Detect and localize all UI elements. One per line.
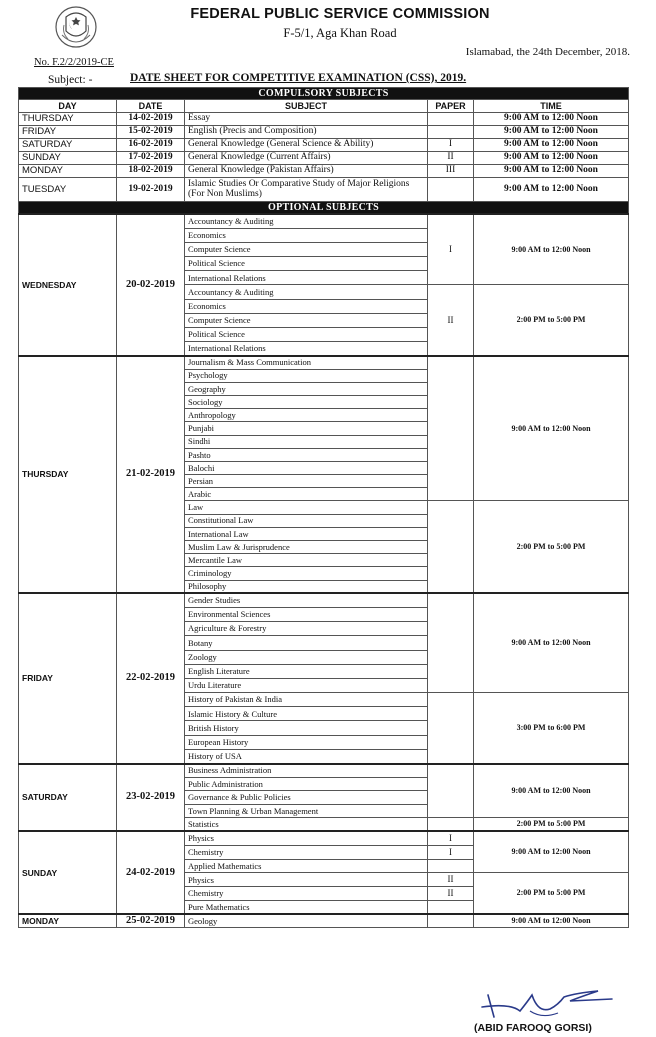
subject-cell: Applied Mathematics	[185, 859, 428, 873]
subject-cell: Sociology	[185, 395, 428, 408]
paper-cell: II	[428, 285, 474, 356]
subject-cell: General Knowledge (General Science & Ability)	[185, 139, 428, 152]
subject-cell: Psychology	[185, 369, 428, 382]
date-cell: 14-02-2019	[117, 113, 185, 126]
paper-cell: I	[428, 831, 474, 845]
subject-cell: Environmental Sciences	[185, 607, 428, 621]
time-cell: 3:00 PM to 6:00 PM	[474, 693, 629, 764]
day-cell: WEDNESDAY	[19, 214, 117, 356]
paper-cell	[428, 900, 474, 914]
subject-cell: Economics	[185, 299, 428, 313]
time-cell: 2:00 PM to 5:00 PM	[474, 818, 629, 832]
optional-row	[19, 914, 629, 927]
subject-cell: Business Administration	[185, 764, 428, 778]
subject-cell: Pashto	[185, 448, 428, 461]
subject-cell: Islamic Studies Or Comparative Study of Major Religions (For Non Muslims)	[185, 178, 428, 202]
time-cell: 9:00 AM to 12:00 Noon	[474, 356, 629, 501]
paper-cell	[428, 113, 474, 126]
time-cell: 9:00 AM to 12:00 Noon	[474, 152, 629, 165]
subject-cell: Punjabi	[185, 422, 428, 435]
paper-cell	[428, 764, 474, 818]
subject-cell: European History	[185, 735, 428, 749]
header-subject: SUBJECT	[185, 100, 428, 113]
date-cell: 24-02-2019	[117, 831, 185, 914]
subject-cell: Law	[185, 501, 428, 514]
subject-cell: Computer Science	[185, 313, 428, 327]
optional-row	[19, 356, 629, 369]
header-time: TIME	[474, 100, 629, 113]
paper-cell	[428, 178, 474, 202]
day-cell: FRIDAY	[19, 126, 117, 139]
subject-cell: Geology	[185, 914, 428, 927]
day-cell: SUNDAY	[19, 152, 117, 165]
subject-cell: British History	[185, 721, 428, 735]
time-cell: 9:00 AM to 12:00 Noon	[474, 165, 629, 178]
subject-text: DATE SHEET FOR COMPETITIVE EXAMINATION (CSS), 2019.	[130, 72, 467, 84]
subject-cell: Urdu Literature	[185, 678, 428, 692]
time-cell: 9:00 AM to 12:00 Noon	[474, 593, 629, 692]
compulsory-section-header	[19, 88, 629, 100]
optional-row	[19, 831, 629, 845]
reference-number: No. F.2/2/2019-CE	[34, 57, 114, 68]
place-and-date: Islamabad, the 24th December, 2018.	[465, 46, 630, 58]
subject-cell: Gender Studies	[185, 593, 428, 607]
subject-cell: Muslim Law & Jurisprudence	[185, 541, 428, 554]
subject-cell: Essay	[185, 113, 428, 126]
organization-address: F-5/1, Aga Khan Road	[283, 26, 397, 40]
time-cell: 2:00 PM to 5:00 PM	[474, 873, 629, 914]
column-headers	[19, 100, 629, 113]
time-cell: 9:00 AM to 12:00 Noon	[474, 113, 629, 126]
optional-row	[19, 214, 629, 228]
subject-cell: Islamic History & Culture	[185, 707, 428, 721]
subject-cell: Balochi	[185, 461, 428, 474]
day-cell: SATURDAY	[19, 139, 117, 152]
subject-cell: Physics	[185, 831, 428, 845]
paper-cell: I	[428, 845, 474, 859]
subject-cell: History of Pakistan & India	[185, 693, 428, 707]
subject-cell: Botany	[185, 636, 428, 650]
subject-cell: Economics	[185, 228, 428, 242]
subject-cell: Chemistry	[185, 845, 428, 859]
subject-cell: English (Precis and Composition)	[185, 126, 428, 139]
paper-cell	[428, 693, 474, 764]
header-date: DATE	[117, 100, 185, 113]
subject-cell: International Law	[185, 527, 428, 540]
subject-cell: Mercantile Law	[185, 554, 428, 567]
date-sheet-table	[18, 87, 628, 928]
paper-cell: II	[428, 873, 474, 887]
date-cell: 25-02-2019	[117, 914, 185, 927]
subject-cell: Political Science	[185, 328, 428, 342]
commission-emblem-icon	[54, 5, 98, 49]
subject-cell: Journalism & Mass Communication	[185, 356, 428, 369]
subject-cell: Constitutional Law	[185, 514, 428, 527]
subject-label: Subject: -	[48, 74, 93, 86]
day-cell: THURSDAY	[19, 356, 117, 593]
subject-cell: Political Science	[185, 257, 428, 271]
day-cell: MONDAY	[19, 165, 117, 178]
organization-title: FEDERAL PUBLIC SERVICE COMMISSION	[190, 6, 490, 22]
date-cell: 22-02-2019	[117, 593, 185, 763]
paper-cell	[428, 501, 474, 593]
paper-cell: I	[428, 214, 474, 285]
subject-cell: Zoology	[185, 650, 428, 664]
subject-cell: International Relations	[185, 342, 428, 356]
day-cell: FRIDAY	[19, 593, 117, 763]
subject-cell: Persian	[185, 475, 428, 488]
subject-cell: Anthropology	[185, 409, 428, 422]
subject-cell: English Literature	[185, 664, 428, 678]
day-cell: SATURDAY	[19, 764, 117, 832]
signatory-name: (ABID FAROOQ GORSI)	[474, 1022, 592, 1034]
paper-cell	[428, 356, 474, 501]
time-cell: 9:00 AM to 12:00 Noon	[474, 126, 629, 139]
header-day: DAY	[19, 100, 117, 113]
paper-cell	[428, 859, 474, 873]
subject-cell: Accountancy & Auditing	[185, 285, 428, 299]
optional-row	[19, 764, 629, 778]
compulsory-row	[19, 126, 629, 139]
subject-cell: Physics	[185, 873, 428, 887]
subject-cell: Geography	[185, 382, 428, 395]
subject-cell: Computer Science	[185, 242, 428, 256]
paper-cell	[428, 126, 474, 139]
subject-cell: Philosophy	[185, 580, 428, 593]
date-cell: 18-02-2019	[117, 165, 185, 178]
subject-cell: General Knowledge (Pakistan Affairs)	[185, 165, 428, 178]
paper-cell	[428, 914, 474, 927]
subject-cell: Governance & Public Policies	[185, 791, 428, 805]
subject-cell: General Knowledge (Current Affairs)	[185, 152, 428, 165]
paper-cell: I	[428, 139, 474, 152]
optional-row	[19, 593, 629, 607]
date-cell: 23-02-2019	[117, 764, 185, 832]
day-cell: MONDAY	[19, 914, 117, 927]
date-cell: 21-02-2019	[117, 356, 185, 593]
subject-cell: Town Planning & Urban Management	[185, 804, 428, 818]
time-cell: 2:00 PM to 5:00 PM	[474, 501, 629, 593]
day-cell: THURSDAY	[19, 113, 117, 126]
subject-cell: International Relations	[185, 271, 428, 285]
subject-cell: Arabic	[185, 488, 428, 501]
compulsory-row	[19, 152, 629, 165]
time-cell: 9:00 AM to 12:00 Noon	[474, 764, 629, 818]
time-cell: 9:00 AM to 12:00 Noon	[474, 914, 629, 927]
compulsory-row	[19, 113, 629, 126]
paper-cell	[428, 593, 474, 692]
subject-cell: Accountancy & Auditing	[185, 214, 428, 228]
paper-cell	[428, 818, 474, 832]
paper-cell: II	[428, 887, 474, 901]
date-cell: 16-02-2019	[117, 139, 185, 152]
signature-image	[480, 983, 620, 1021]
date-cell: 20-02-2019	[117, 214, 185, 356]
compulsory-title: COMPULSORY SUBJECTS	[19, 88, 629, 100]
time-cell: 9:00 AM to 12:00 Noon	[474, 139, 629, 152]
subject-cell: Agriculture & Forestry	[185, 622, 428, 636]
compulsory-row	[19, 165, 629, 178]
subject-cell: History of USA	[185, 749, 428, 763]
time-cell: 9:00 AM to 12:00 Noon	[474, 831, 629, 872]
subject-cell: Criminology	[185, 567, 428, 580]
subject-cell: Pure Mathematics	[185, 900, 428, 914]
time-cell: 9:00 AM to 12:00 Noon	[474, 214, 629, 285]
date-cell: 15-02-2019	[117, 126, 185, 139]
subject-cell: Sindhi	[185, 435, 428, 448]
date-cell: 17-02-2019	[117, 152, 185, 165]
optional-section-header	[19, 202, 629, 215]
day-cell: SUNDAY	[19, 831, 117, 914]
header-paper: PAPER	[428, 100, 474, 113]
subject-cell: Chemistry	[185, 887, 428, 901]
paper-cell: II	[428, 152, 474, 165]
time-cell: 9:00 AM to 12:00 Noon	[474, 178, 629, 202]
subject-cell: Public Administration	[185, 777, 428, 791]
compulsory-row	[19, 139, 629, 152]
date-cell: 19-02-2019	[117, 178, 185, 202]
day-cell: TUESDAY	[19, 178, 117, 202]
time-cell: 2:00 PM to 5:00 PM	[474, 285, 629, 356]
optional-title: OPTIONAL SUBJECTS	[19, 202, 629, 215]
compulsory-row	[19, 178, 629, 202]
subject-cell: Statistics	[185, 818, 428, 832]
paper-cell: III	[428, 165, 474, 178]
